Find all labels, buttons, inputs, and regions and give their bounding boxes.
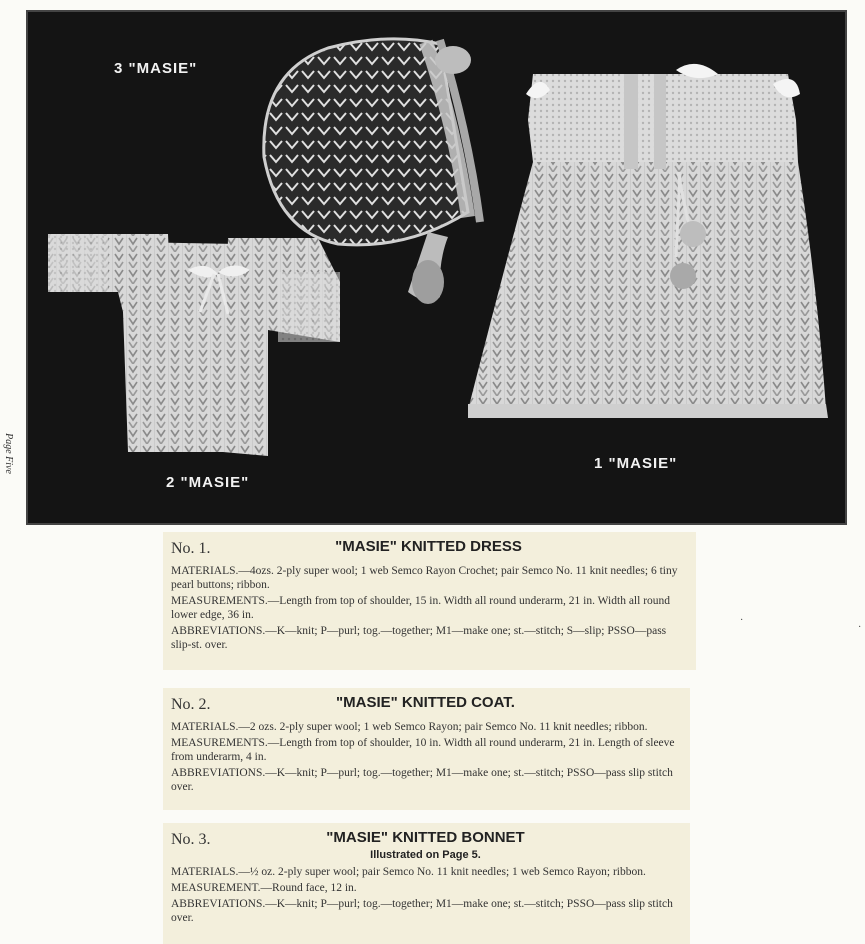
pattern-card-coat xyxy=(163,688,690,810)
photo-label-bonnet: 3 "MASIE" xyxy=(114,60,198,77)
photo-label-dress: 1 "MASIE" xyxy=(594,455,678,472)
measurements-text: MEASUREMENTS.—Length from top of shoulder, 10 in. Width all round underarm, 21 in. Length of sleeve from underarm, 4 in. xyxy=(171,737,675,763)
pattern-title: "MASIE" KNITTED DRESS xyxy=(335,538,522,555)
pattern-title: "MASIE" KNITTED BONNET xyxy=(326,829,525,846)
pattern-number: No. 1. xyxy=(171,540,211,557)
pattern-number: No. 2. xyxy=(171,696,211,713)
coat-illustration xyxy=(48,234,340,456)
pattern-number: No. 3. xyxy=(171,831,211,848)
knitted-garments-illustration xyxy=(28,12,845,523)
measurements-text: MEASUREMENT.—Round face, 12 in. xyxy=(171,882,357,894)
photo-label-coat: 2 "MASIE" xyxy=(166,474,250,491)
garments-photo xyxy=(26,10,847,525)
abbreviations-text: ABBREVIATIONS.—K—knit; P—purl; tog.—together; M1—make one; st.—stitch; PSSO—pass slip stitch over. xyxy=(171,767,673,793)
abbreviations-text: ABBREVIATIONS.—K—knit; P—purl; tog.—together; M1—make one; st.—stitch; S—slip; PSSO—pass slip-st. over. xyxy=(171,625,667,651)
dress-illustration xyxy=(468,64,828,418)
pattern-card-dress xyxy=(163,532,696,670)
measurements-text: MEASUREMENTS.—Length from top of shoulder, 15 in. Width all round underarm, 21 in. Width all round lower edge, 36 in. xyxy=(171,595,671,621)
stray-mark: · xyxy=(858,622,862,633)
pattern-card-bonnet xyxy=(163,823,690,944)
materials-text: MATERIALS.—4ozs. 2-ply super wool; 1 web Semco Rayon Crochet; pair Semco No. 11 knit needles; 6 tiny pearl buttons; ribbon. xyxy=(171,565,678,591)
page-number-marker: Page Five xyxy=(2,433,14,474)
materials-text: MATERIALS.—2 ozs. 2-ply super wool; 1 web Semco Rayon; pair Semco No. 11 knit needles; ribbon. xyxy=(171,721,648,733)
materials-text: MATERIALS.—½ oz. 2-ply super wool; pair Semco No. 11 knit needles; 1 web Semco Rayon; ribbon. xyxy=(171,866,646,878)
pattern-title: "MASIE" KNITTED COAT. xyxy=(336,694,515,711)
stray-mark: · xyxy=(740,615,744,626)
abbreviations-text: ABBREVIATIONS.—K—knit; P—purl; tog.—together; M1—make one; st.—stitch; PSSO—pass slip stitch over. xyxy=(171,898,673,924)
pattern-subtitle: Illustrated on Page 5. xyxy=(370,849,481,861)
